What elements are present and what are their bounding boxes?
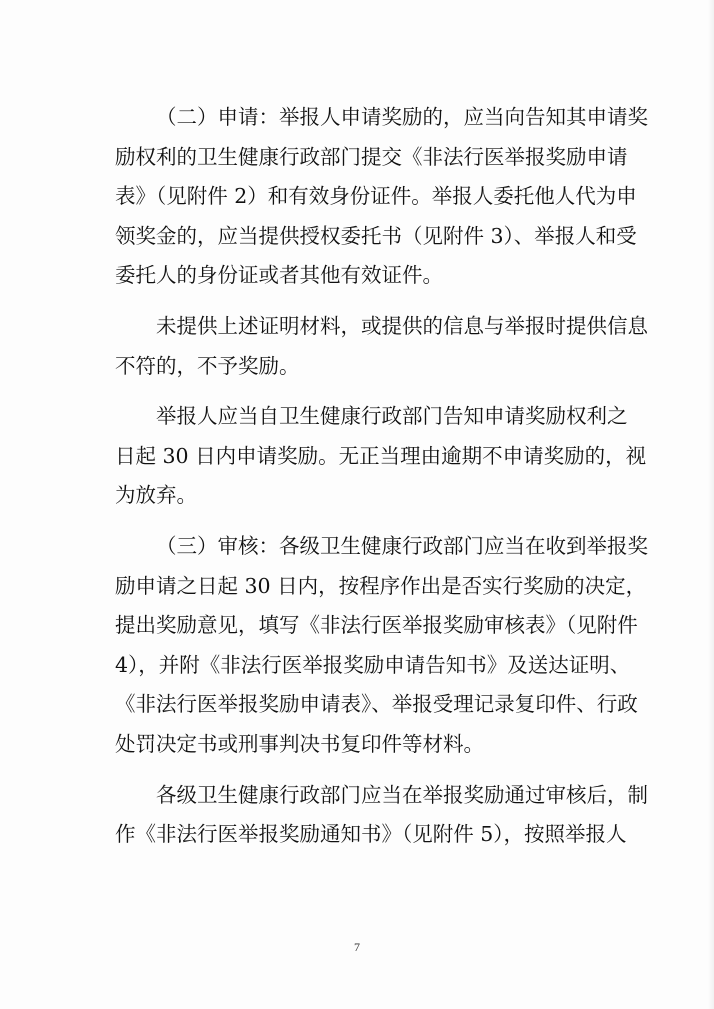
document-body	[115, 98, 648, 855]
page-number: 7	[354, 940, 360, 954]
text-line: 表》（见附件 2）和有效身份证件。举报人委托他人代为申	[115, 184, 637, 209]
text-line: 日起 30 日内申请奖励。无正当理由逾期不申请奖励的，视	[115, 443, 647, 468]
paragraph-deadline	[115, 397, 647, 516]
text-line: 不符的，不予奖励。	[115, 353, 300, 378]
text-line: 领奖金的，应当提供授权委托书（见附件 3）、举报人和受	[115, 223, 637, 248]
paragraph-review	[115, 527, 648, 765]
paragraph-missing-materials	[115, 307, 648, 386]
text-line: （二）申请：举报人申请奖励的，应当向告知其申请奖	[156, 105, 648, 129]
text-line: 《非法行医举报奖励申请表》、举报受理记录复印件、行政	[115, 692, 638, 717]
text-line: 处罚决定书或刑事判决书复印件等材料。	[115, 731, 484, 756]
text-line: 提出奖励意见，填写《非法行医举报奖励审核表》（见附件	[115, 613, 638, 638]
text-line: 为放弃。	[115, 483, 197, 508]
paragraph-application	[115, 98, 648, 296]
scan-edge-shadow	[708, 0, 714, 1009]
text-line: 作《非法行医举报奖励通知书》（见附件 5），按照举报人	[115, 822, 627, 847]
text-line: （三）审核：各级卫生健康行政部门应当在收到举报奖	[156, 533, 648, 558]
text-line: 4），并附《非法行医举报奖励申请告知书》及送达证明、	[115, 652, 631, 677]
text-line: 委托人的身份证或者其他有效证件。	[115, 263, 443, 288]
text-line: 励权利的卫生健康行政部门提交《非法行医举报奖励申请	[115, 144, 628, 169]
text-line: 励申请之日起 30 日内，按程序作出是否实行奖励的决定，	[115, 573, 647, 598]
text-line: 举报人应当自卫生健康行政部门告知申请奖励权利之	[156, 404, 628, 429]
text-line: 未提供上述证明材料，或提供的信息与举报时提供信息	[156, 313, 648, 338]
text-line: 各级卫生健康行政部门应当在举报奖励通过审核后，制	[156, 782, 648, 807]
paragraph-notification	[115, 776, 648, 855]
